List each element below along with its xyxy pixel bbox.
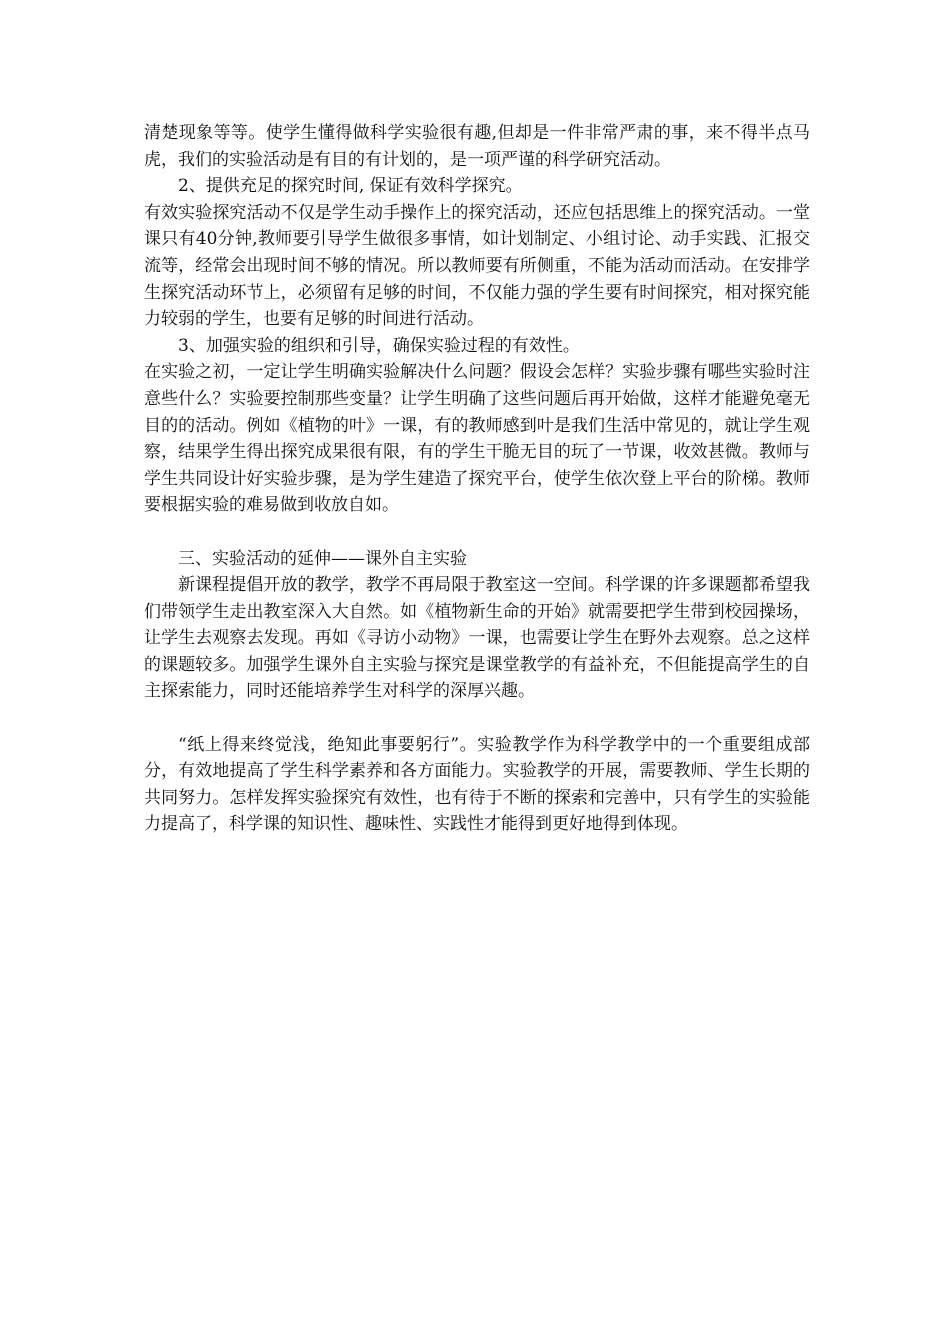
document-body	[144, 120, 810, 838]
paragraph-continuation: 清楚现象等等。使学生懂得做科学实验很有趣,但却是一件非常严肃的事，来不得半点马虎，我们的实验活动是有目的有计划的，是一项严谨的科学研究活动。	[144, 123, 810, 170]
paragraph-extracurricular: 新课程提倡开放的教学，教学不再局限于教室这一空间。科学课的许多课题都希望我们带领学生走出教室深入大自然。如《植物新生命的开始》就需要把学生带到校园操场，让学生去观察去发现。再如《寻访小动物》一课，也需要让学生在野外去观察。总之这样的课题较多。加强学生课外自主实验与探究是课堂教学的有益补充，不但能提高学生的自主探索能力，同时还能培养学生对科学的深厚兴趣。	[144, 575, 810, 702]
subheading-2: 2、提供充足的探究时间, 保证有效科学探究。	[178, 176, 523, 197]
blank-line	[144, 705, 810, 732]
blank-line	[144, 519, 810, 546]
subheading-3: 3、加强实验的组织和引导，确保实验过程的有效性。	[178, 335, 580, 356]
paragraph-inquiry-time: 有效实验探究活动不仅是学生动手操作上的探究活动，还应包括思维上的探究活动。一堂课只有40分钟,教师要引导学生做很多事情，如计划制定、小组讨论、动手实践、汇报交流等，经常会出现时间不够的情况。所以教师要有所侧重，不能为活动而活动。在安排学生探究活动环节上，必须留有足够的时间，不仅能力强的学生要有时间探究，相对探究能力较弱的学生，也要有足够的时间进行活动。	[144, 202, 810, 330]
paragraph-conclusion: “纸上得来终觉浅，绝知此事要躬行”。实验教学作为科学教学中的一个重要组成部分，有效地提高了学生科学素养和各方面能力。实验教学的开展，需要教师、学生长期的共同努力。怎样发挥实验探究有效性，也有待于不断的探索和完善中，只有学生的实验能力提高了，科学课的知识性、趣味性、实践性才能得到更好地得到体现。	[144, 734, 810, 835]
paragraph-experiment-guidance: 在实验之初，一定让学生明确实验解决什么问题？假设会怎样？实验步骤有哪些实验时注意些什么？实验要控制那些变量？让学生明确了这些问题后再开始做，这样才能避免毫无目的的活动。例如《植物的叶》一课，有的教师感到叶是我们生活中常见的，就让学生观察，结果学生得出探究成果很有限，有的学生干脆无目的玩了一节课，收效甚微。教师与学生共同设计好实验步骤，是为学生建造了探究平台，使学生依次登上平台的阶梯。教师要根据实验的难易做到收放自如。	[144, 362, 810, 516]
section-heading-3: 三、实验活动的延伸——课外自主实验	[178, 548, 467, 569]
